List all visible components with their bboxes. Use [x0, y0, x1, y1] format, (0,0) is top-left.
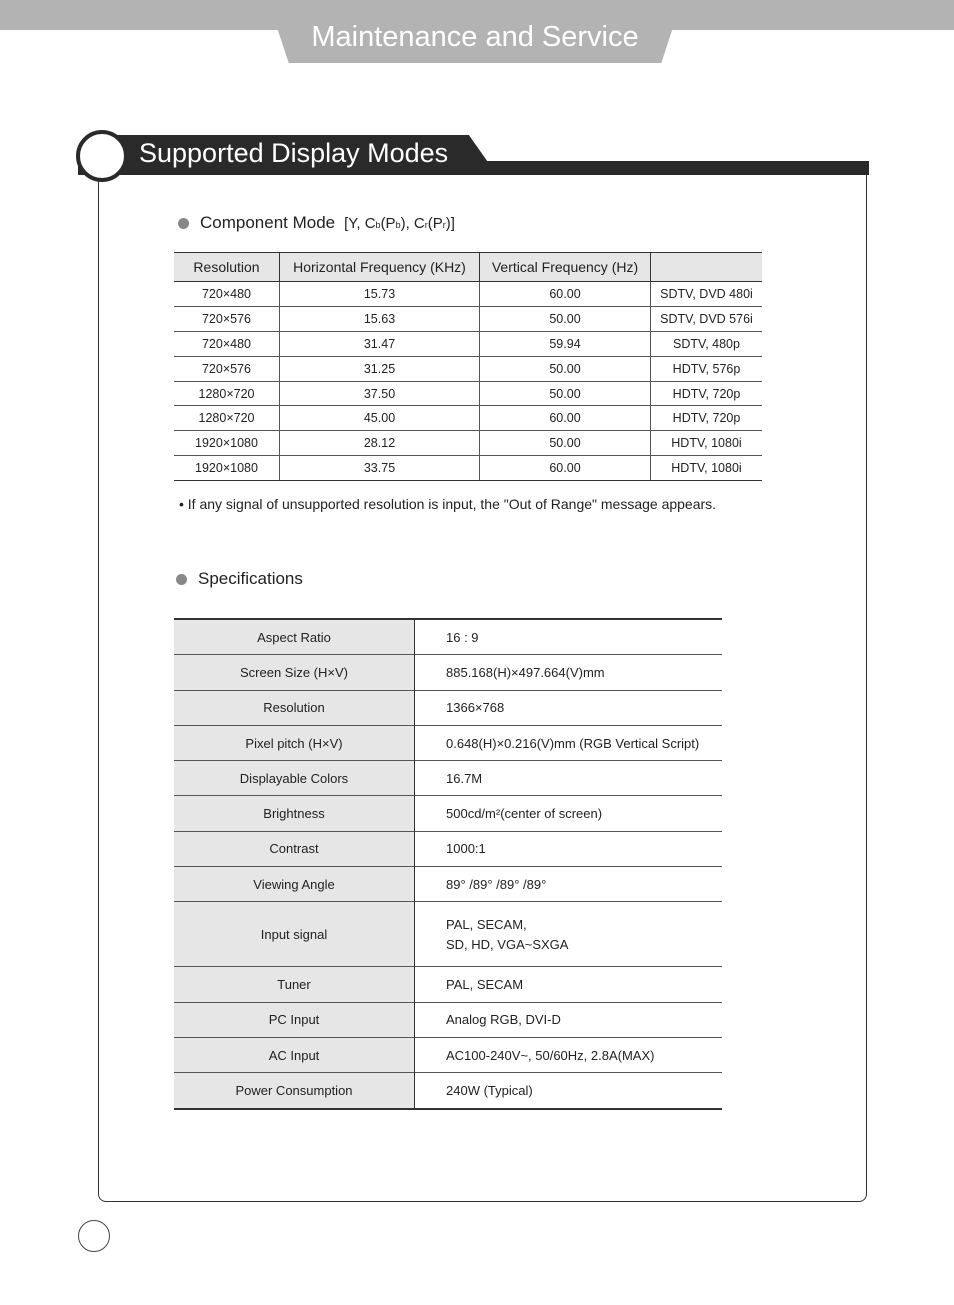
spec-value-text: 1000:1 — [446, 841, 486, 857]
section-title: Supported Display Modes — [139, 138, 449, 168]
spec-row — [174, 761, 722, 796]
table-row — [174, 306, 762, 331]
spec-value — [415, 1073, 723, 1109]
spec-row — [174, 967, 722, 1002]
table-cell: 720×480 — [174, 331, 280, 356]
table-cell: 59.94 — [480, 331, 651, 356]
spec-value — [415, 725, 723, 760]
spec-key: Tuner — [174, 967, 415, 1002]
table-row — [174, 282, 762, 307]
column-header: Vertical Frequency (Hz) — [480, 253, 651, 282]
table-cell: HDTV, 576p — [651, 356, 763, 381]
spec-row — [174, 867, 722, 902]
table-cell: 28.12 — [280, 431, 480, 456]
table-cell: 60.00 — [480, 406, 651, 431]
spec-row — [174, 725, 722, 760]
specifications-table — [174, 618, 722, 1110]
spec-value — [415, 796, 723, 831]
table-cell: 60.00 — [480, 282, 651, 307]
spec-key: Aspect Ratio — [174, 619, 415, 655]
spec-value — [415, 1037, 723, 1072]
table-cell: 50.00 — [480, 306, 651, 331]
spec-value-text: SD, HD, VGA~SXGA — [446, 936, 569, 952]
spec-value-text: 240W (Typical) — [446, 1082, 533, 1098]
spec-value — [415, 967, 723, 1002]
table-cell: 60.00 — [480, 456, 651, 481]
spec-row — [174, 655, 722, 690]
table-cell: HDTV, 1080i — [651, 456, 763, 481]
table-row — [174, 431, 762, 456]
table-cell: 37.50 — [280, 381, 480, 406]
spec-value — [415, 761, 723, 796]
page-header-title: Maintenance and Service — [311, 21, 639, 53]
section-circle-icon — [76, 130, 128, 182]
spec-value-text: 16 : 9 — [446, 629, 479, 645]
spec-key: Screen Size (H×V) — [174, 655, 415, 690]
bullet-icon — [176, 574, 187, 585]
spec-value — [415, 655, 723, 690]
spec-key: PC Input — [174, 1002, 415, 1037]
unsupported-resolution-note: • If any signal of unsupported resolution is input, the "Out of Range" message appears. — [179, 496, 717, 512]
column-header: Horizontal Frequency (KHz) — [280, 253, 480, 282]
table-cell: 50.00 — [480, 431, 651, 456]
table-row — [174, 406, 762, 431]
table-cell: 1920×1080 — [174, 456, 280, 481]
table-cell: 33.75 — [280, 456, 480, 481]
table-cell: 15.63 — [280, 306, 480, 331]
spec-value-text: AC100-240V~, 50/60Hz, 2.8A(MAX) — [446, 1047, 655, 1063]
spec-value — [415, 831, 723, 866]
spec-key: Pixel pitch (H×V) — [174, 725, 415, 760]
spec-value — [415, 902, 723, 967]
spec-row — [174, 1037, 722, 1072]
specifications-heading — [176, 569, 303, 589]
spec-value-text: 89° /89° /89° /89° — [446, 876, 547, 892]
spec-value-text: Analog RGB, DVI-D — [446, 1012, 561, 1028]
table-cell: 1280×720 — [174, 406, 280, 431]
spec-value — [415, 619, 723, 655]
spec-key: Brightness — [174, 796, 415, 831]
component-mode-label: Component Mode — [200, 213, 336, 232]
spec-value-text: 1366×768 — [446, 700, 505, 716]
table-cell: 50.00 — [480, 356, 651, 381]
spec-value-text: 0.648(H)×0.216(V)mm (RGB Vertical Script) — [446, 735, 700, 751]
table-row — [174, 356, 762, 381]
table-cell: HDTV, 1080i — [651, 431, 763, 456]
spec-value-text: 500cd/m²(center of screen) — [446, 806, 603, 822]
spec-row — [174, 831, 722, 866]
spec-value-text: 885.168(H)×497.664(V)mm — [446, 664, 605, 680]
table-cell: 31.25 — [280, 356, 480, 381]
table-cell: HDTV, 720p — [651, 406, 763, 431]
spec-row — [174, 796, 722, 831]
column-header — [651, 253, 763, 282]
spec-value-text: PAL, SECAM — [446, 977, 524, 993]
bullet-icon — [178, 218, 189, 229]
spec-row — [174, 1073, 722, 1109]
spec-key: Input signal — [174, 902, 415, 967]
table-cell: 45.00 — [280, 406, 480, 431]
table-header-row — [174, 253, 762, 282]
spec-key: Displayable Colors — [174, 761, 415, 796]
spec-row — [174, 1002, 722, 1037]
spec-value-text: 16.7M — [446, 770, 483, 786]
table-cell: 15.73 — [280, 282, 480, 307]
table-cell: 720×576 — [174, 306, 280, 331]
spec-row — [174, 619, 722, 655]
table-cell: 720×480 — [174, 282, 280, 307]
table-cell: 720×576 — [174, 356, 280, 381]
spec-value — [415, 690, 723, 725]
table-row — [174, 456, 762, 481]
spec-value — [415, 867, 723, 902]
table-cell: SDTV, 480p — [651, 331, 763, 356]
component-mode-heading — [178, 213, 455, 233]
specifications-label: Specifications — [198, 569, 303, 588]
spec-value — [415, 1002, 723, 1037]
spec-value-text: PAL, SECAM, — [446, 916, 527, 932]
table-cell: 50.00 — [480, 381, 651, 406]
display-modes-table — [174, 252, 762, 481]
table-cell: 31.47 — [280, 331, 480, 356]
table-cell: 1920×1080 — [174, 431, 280, 456]
page-number-circle — [78, 1220, 110, 1252]
table-cell: SDTV, DVD 480i — [651, 282, 763, 307]
table-row — [174, 381, 762, 406]
component-mode-signals: [Y, Cb(Pb), Cr(Pr)] — [344, 214, 455, 232]
spec-key: Power Consumption — [174, 1073, 415, 1109]
table-cell: SDTV, DVD 576i — [651, 306, 763, 331]
spec-key: AC Input — [174, 1037, 415, 1072]
spec-row — [174, 690, 722, 725]
spec-key: Contrast — [174, 831, 415, 866]
spec-key: Viewing Angle — [174, 867, 415, 902]
table-cell: HDTV, 720p — [651, 381, 763, 406]
spec-key: Resolution — [174, 690, 415, 725]
column-header: Resolution — [174, 253, 280, 282]
table-cell: 1280×720 — [174, 381, 280, 406]
table-row — [174, 331, 762, 356]
spec-row — [174, 902, 722, 967]
